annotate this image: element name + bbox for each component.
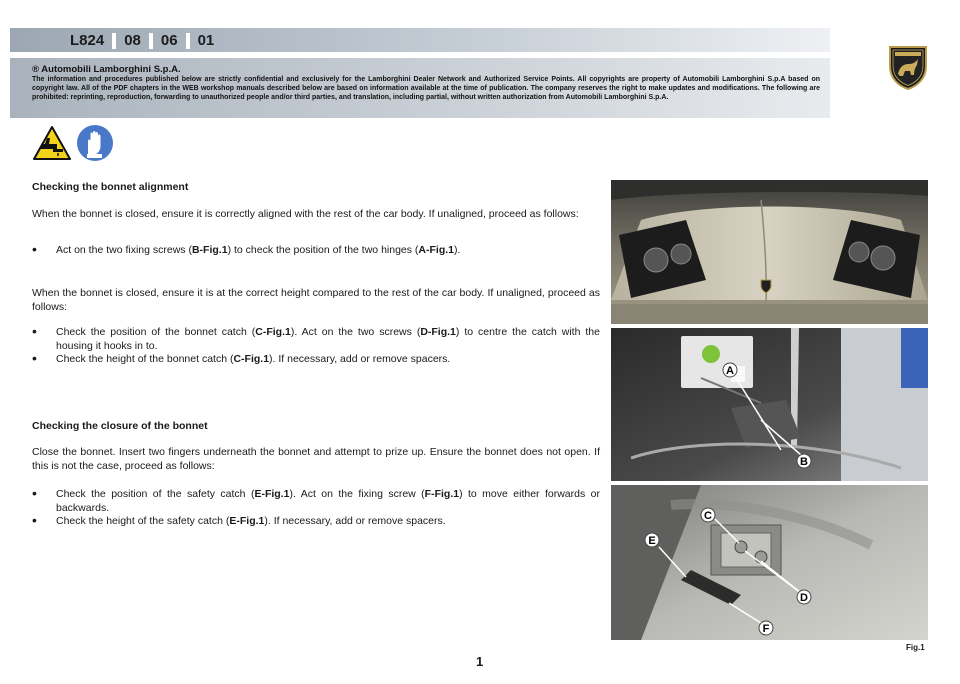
section2-heading: Checking the closure of the bonnet [32, 420, 208, 432]
hinge-photo [611, 328, 928, 481]
hand-crush-warning-icon [32, 125, 72, 161]
bonnet-front-photo [611, 180, 928, 324]
callout-d: D [800, 592, 808, 604]
ref-d: D-Fig.1 [420, 326, 456, 338]
protective-glove-icon [76, 124, 114, 162]
section1-paragraph-1: When the bonnet is closed, ensure it is correctly aligned with the rest of the car body. If unaligned, proceed as follows: [32, 208, 579, 220]
ref-b: B-Fig.1 [191, 244, 228, 256]
code-subgroup: 06 [160, 32, 178, 49]
section1-heading: Checking the bonnet alignment [32, 181, 189, 193]
section1-bullet-1: • Act on the two fixing screws (B-Fig.1) to check the position of the two hinges (A-Fig.1). [32, 241, 461, 257]
section2-paragraph-1: Close the bonnet. Insert two fingers underneath the bonnet and attempt to prize up. Ensure the bonnet does not open. If this is not the case, proceed as follows: [32, 446, 600, 472]
ref-e: E-Fig.1 [254, 488, 290, 500]
bonnet-catch-photo [611, 485, 928, 640]
code-model: L824 [70, 32, 105, 49]
callout-c: C [704, 510, 712, 522]
ref-f: F-Fig.1 [424, 488, 460, 500]
ref-e: E-Fig.1 [229, 515, 265, 527]
callout-b: B [800, 456, 808, 468]
ref-a: A-Fig.1 [418, 244, 455, 256]
code-page: 01 [197, 32, 215, 49]
section1-paragraph-2: When the bonnet is closed, ensure it is at the correct height compared to the rest of the car body. If unaligned, proceed as follows: [32, 287, 600, 313]
callout-a: A [726, 365, 734, 377]
section1-bullet-2: • Check the position of the bonnet catch (C-Fig.1). Act on the two screws (D-Fig.1) to centre the catch with the housing it hooks in to. [32, 323, 600, 352]
bull-shield-logo [887, 44, 929, 90]
page-number: 1 [476, 654, 484, 669]
callout-e: E [648, 535, 656, 547]
ref-c: C-Fig.1 [233, 353, 270, 365]
document-codes [62, 32, 222, 49]
notice-title: ® Automobili Lamborghini S.p.A. [32, 64, 181, 75]
code-group: 08 [124, 32, 141, 49]
section2-bullet-1: • Check the position of the safety catch (E-Fig.1). Act on the fixing screw (F-Fig.1) to move either forwards or backwards. [32, 485, 600, 514]
ref-c: C-Fig.1 [255, 326, 291, 338]
section1-bullet-3: • Check the height of the bonnet catch (C-Fig.1). If necessary, add or remove spacers. [32, 350, 451, 366]
section2-bullet-2: • Check the height of the safety catch (E-Fig.1). If necessary, add or remove spacers. [32, 512, 446, 528]
callout-f: F [762, 623, 770, 635]
notice-text: The information and procedures published below are strictly confidential and exclusively for the Lamborghini Dealer Network and Authorized Service Points. All copyrights are property of Automobili Lamborghini S.p.A based on copyright law. All of the PDF chapters in the WEB workshop manuals described below are based on information available at the time of publication. The company reserves the right to make updates and modifications. The following are prohibited: reprinting, reproduction, forwarding to unauthorized people and/or third parties, and translation, including partial, without written authorization from Automobili Lamborghini S.p.A. [32, 76, 820, 101]
figure-label: Fig.1 [906, 643, 925, 652]
